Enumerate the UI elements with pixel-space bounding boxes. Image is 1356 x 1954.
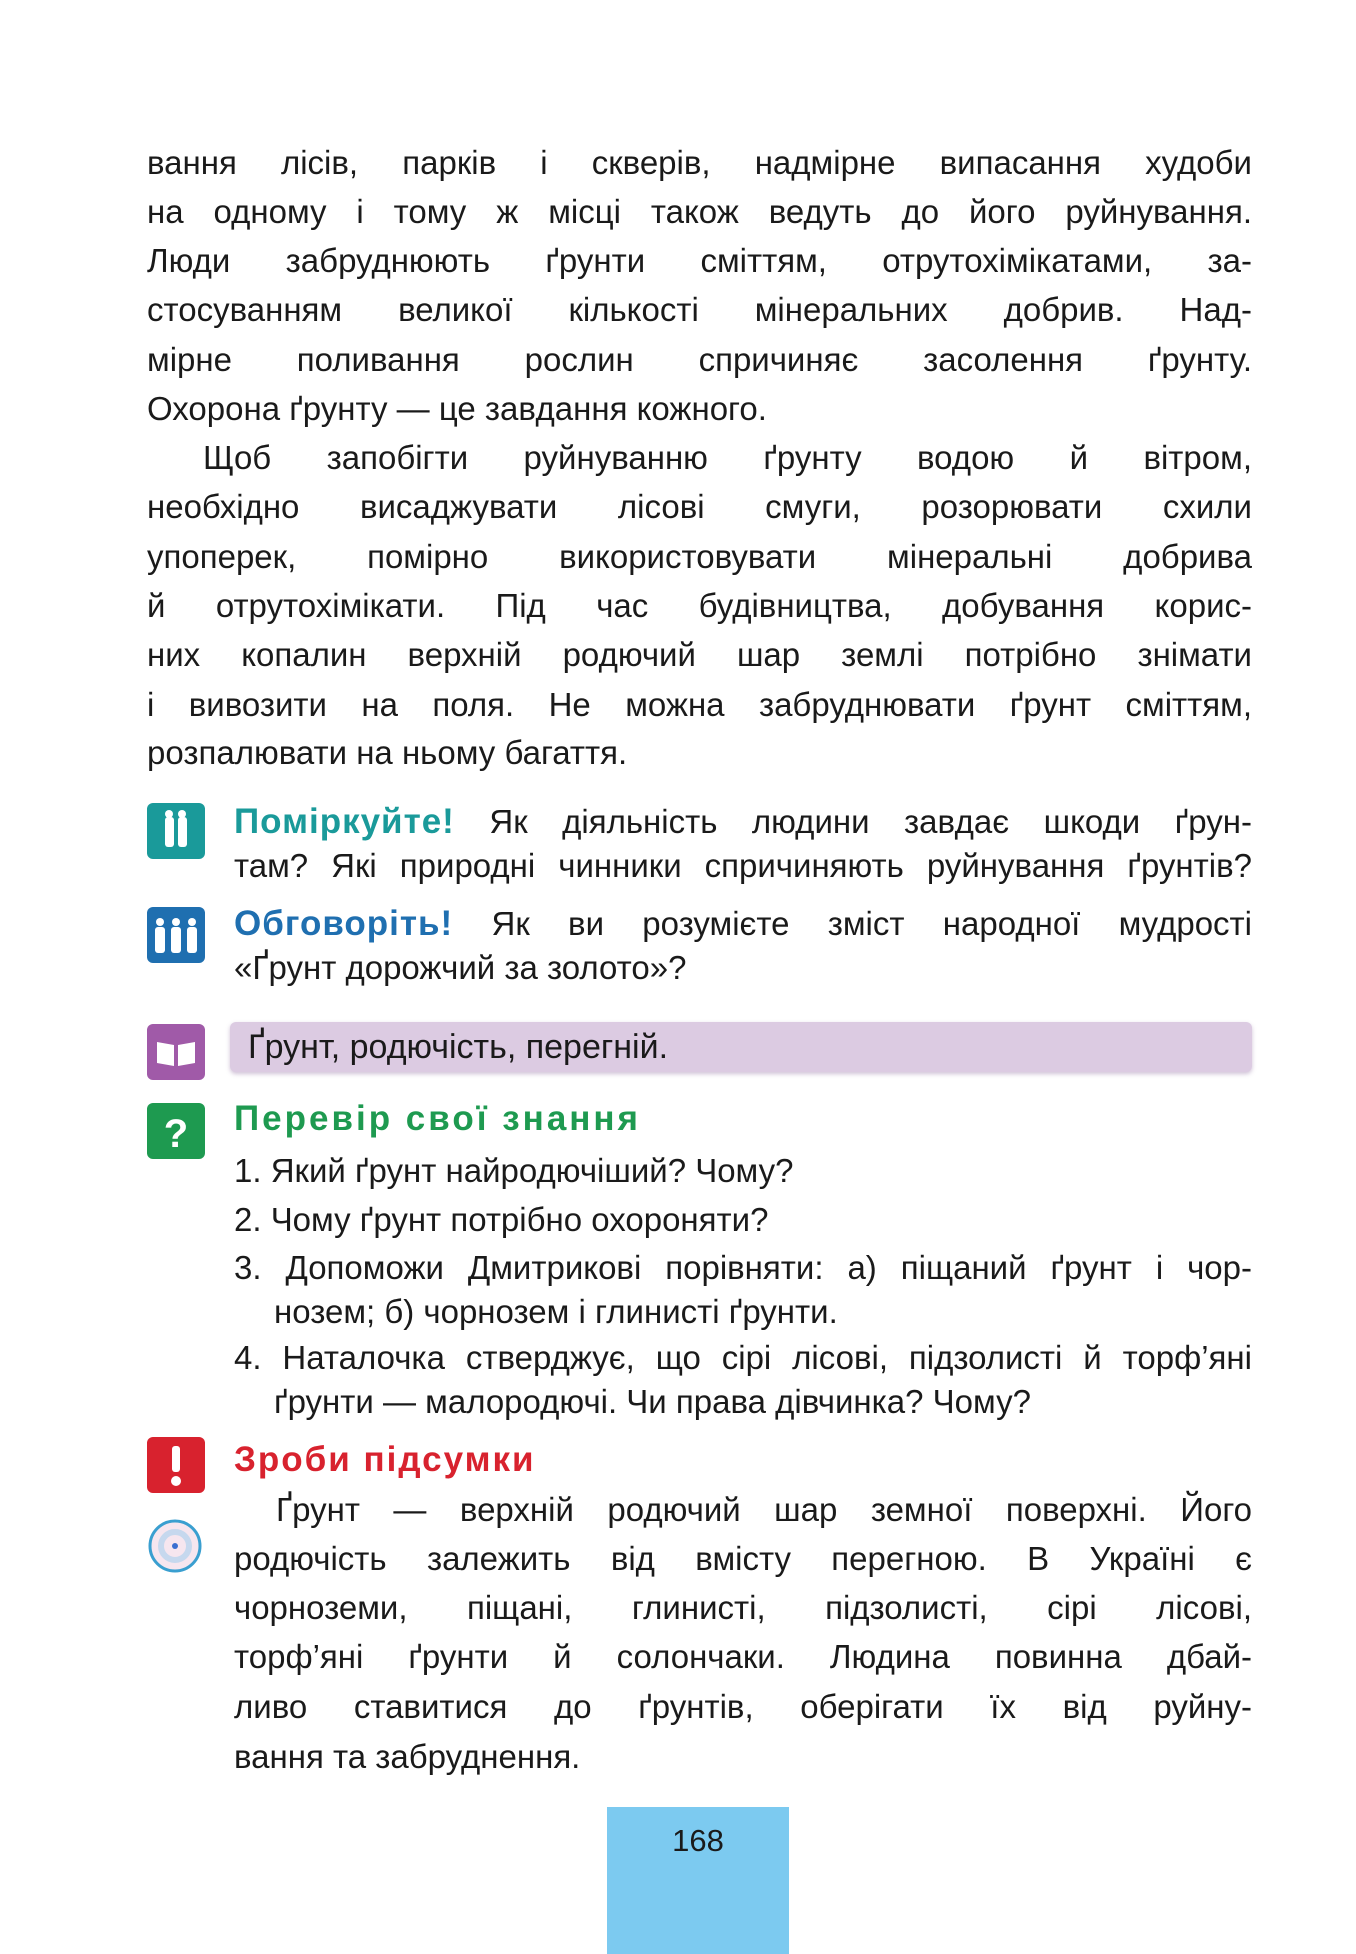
text-line: Люди забруднюють ґрунти сміттям, отрутохімікатами, за- (147, 242, 1252, 279)
think-heading: Поміркуйте! (234, 802, 455, 841)
text-line: мірне поливання рослин спричиняє засолення ґрунту. (147, 341, 1252, 378)
summary-line: родючість залежить від вмісту перегною. В Україні є (234, 1540, 1252, 1577)
discuss-line-2: «Ґрунт дорожчий за золото»? (234, 949, 687, 986)
text-line: Щоб запобігти руйнуванню ґрунту водою й вітром, (203, 439, 1252, 476)
check-heading: Перевір свої знання (234, 1099, 641, 1138)
text-line: стосуванням великої кількості мінеральних добрив. Над- (147, 291, 1252, 328)
think-line-1 (234, 802, 1252, 842)
book-icon (147, 1024, 205, 1080)
check-item: 4. Наталочка стверджує, що сірі лісові, підзолисті й торф’яні (234, 1339, 1252, 1376)
svg-text:?: ? (163, 1112, 189, 1156)
text-line: Охорона ґрунту — це завдання кожного. (147, 390, 767, 427)
think-people-icon (147, 803, 205, 859)
check-item-cont: нозем; б) чорнозем і глинисті ґрунти. (274, 1293, 838, 1330)
exclamation-icon (147, 1437, 205, 1493)
check-item-cont: ґрунти — малородючі. Чи права дівчинка? Чому? (274, 1383, 1031, 1420)
discuss-people-icon (147, 907, 205, 963)
page-number: 168 (672, 1823, 724, 1858)
text-line: й отрутохімікати. Під час будівництва, добування корис- (147, 587, 1252, 624)
check-item: 2. Чому ґрунт потрібно охороняти? (234, 1201, 769, 1238)
think-line-2: там? Які природні чинники спричиняють руйнування ґрунтів? (234, 847, 1252, 884)
text-line: вання лісів, парків і скверів, надмірне випасання худоби (147, 144, 1252, 181)
discuss-heading: Обговоріть! (234, 904, 454, 943)
summary-line: чорноземи, піщані, глинисті, підзолисті, сірі лісові, (234, 1589, 1252, 1626)
summary-line: вання та забруднення. (234, 1738, 581, 1775)
text-line: необхідно висаджувати лісові смуги, розорювати схили (147, 488, 1252, 525)
discuss-question: Як ви розумієте зміст народної мудрості (491, 905, 1252, 942)
question-icon (147, 1103, 205, 1159)
summary-line: Ґрунт — верхній родючий шар земної поверхні. Його (276, 1491, 1252, 1528)
discuss-line-1 (234, 904, 1252, 944)
cd-icon (147, 1518, 203, 1574)
think-question: Як діяльність людини завдає шкоди ґрун- (489, 803, 1252, 840)
text-line: розпалювати на ньому багаття. (147, 734, 628, 771)
summary-heading: Зроби підсумки (234, 1440, 536, 1479)
text-line: і вивозити на поля. Не можна забруднювати ґрунт сміттям, (147, 686, 1252, 723)
summary-line: торф’яні ґрунти й солончаки. Людина повинна дбай- (234, 1638, 1252, 1675)
summary-line: ливо ставитися до ґрунтів, оберігати їх від руйну- (234, 1688, 1252, 1725)
text-line: упоперек, помірно використовувати мінеральні добрива (147, 538, 1252, 575)
text-line: на одному і тому ж місці також ведуть до його руйнування. (147, 193, 1252, 230)
keywords-text: Ґрунт, родючість, перегній. (248, 1028, 669, 1066)
text-line: них копалин верхній родючий шар землі потрібно знімати (147, 636, 1252, 673)
page-number-tab (607, 1807, 789, 1954)
check-item: 3. Допоможи Дмитрикові порівняти: а) піщаний ґрунт і чор- (234, 1249, 1252, 1286)
check-item: 1. Який ґрунт найродючіший? Чому? (234, 1152, 794, 1189)
